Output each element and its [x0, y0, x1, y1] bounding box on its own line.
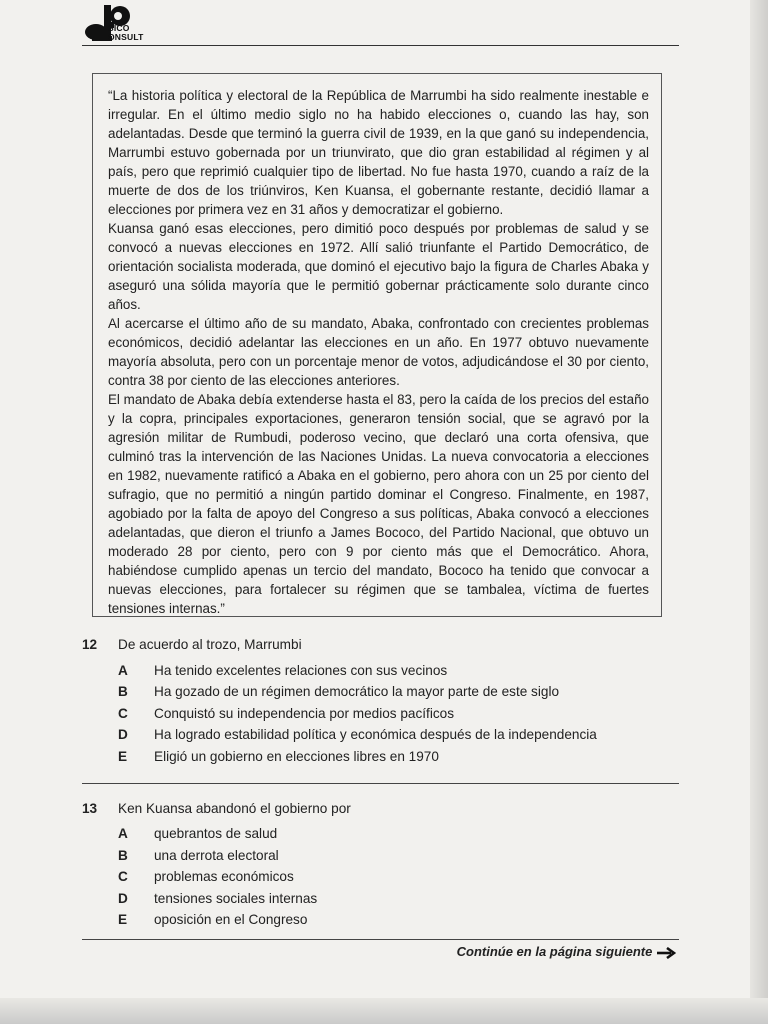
passage-paragraph: “La historia política y electoral de la República de Marrumbi ha sido realmente inestable e irregular. En el último medio siglo no ha habido elecciones o, cuando las hay, son adelantadas. Desde que terminó la guerra civil de 1939, en la que ganó su independencia, Marrumbi estuvo gobernada por un triunvirato, que dio gran estabilidad al régimen y al país, pero que reprimió cualquier tipo de libertad. No fue hasta 1970, cuando a raíz de la muerte de dos de los triúnviros, Ken Kuansa, el gobernante restante, decidió llamar a elecciones por primera vez en 31 años y democratizar el gobierno. [108, 88, 649, 217]
option-text: Eligió un gobierno en elecciones libres en 1970 [154, 749, 439, 764]
page-edge-shadow [750, 0, 768, 1024]
reading-passage [108, 86, 649, 618]
header-divider [82, 45, 679, 46]
logo-text [108, 24, 144, 42]
option-letter: B [118, 848, 128, 863]
option-text: oposición en el Congreso [154, 912, 308, 927]
question-12 [82, 637, 682, 767]
logo-line-2: ONSULT [108, 32, 144, 42]
question-divider [82, 783, 679, 784]
option-text: Ha tenido excelentes relaciones con sus vecinos [154, 663, 448, 678]
passage-paragraph: Kuansa ganó esas elecciones, pero dimitió poco después por problemas de salud y se convocó a nuevas elecciones en 1972. Allí salió triunfante el Partido Democrático, de orientación socialista moderada, que dominó el ejecutivo bajo la figura de Charles Abaka y aseguró una sólida mayoría que le permitió gobernar prácticamente solo durante cinco años. [108, 221, 649, 312]
question-stem: Ken Kuansa abandonó el gobierno por [118, 801, 351, 816]
option-letter: E [118, 749, 128, 764]
option-text: quebrantos de salud [154, 826, 278, 841]
option-text: Conquistó su independencia por medios pacíficos [154, 706, 455, 721]
arrow-right-icon [656, 947, 676, 959]
option-letter: A [118, 663, 128, 678]
option-letter: D [118, 727, 128, 742]
passage-paragraph: El mandato de Abaka debía extenderse hasta el 83, pero la caída de los precios del estaño y la copra, principales exportaciones, generaron tensión social, que se agravó por la agresión militar de Rumbudi, poderoso vecino, que declaró una corta ofensiva, que culminó tras la intervención de las Naciones Unidas. La nueva convocatoria a elecciones en 1982, nuevamente ratificó a Abaka en el gobierno, pero ahora con un 25 por ciento del sufragio, que no permitió a ningún partido dominar el Congreso. Finalmente, en 1987, agobiado por la falta de apoyo del Congreso a sus políticas, Abaka convocó a elecciones adelantadas, que dieron el triunfo a James Bococo, del Partido Nacional, que obtuvo un moderado 28 por ciento, pero con 9 por ciento más que el Democrático. Ahora, habiéndose cumplido apenas un tercio del mandato, Bococo ha tenido que convocar a nuevas elecciones, para fortalecer su régimen que se tambalea, víctima de fuertes tensiones internas.” [108, 392, 649, 616]
option-text: una derrota electoral [154, 848, 279, 863]
option-letter: A [118, 826, 128, 841]
question-number: 12 [82, 637, 98, 652]
option-text: tensiones sociales internas [154, 891, 318, 906]
continue-next-page[interactable] [457, 944, 676, 959]
option-letter: B [118, 684, 128, 699]
page-bottom-shadow [0, 998, 768, 1024]
question-stem: De acuerdo al trozo, Marrumbi [118, 637, 302, 652]
option-text: Ha gozado de un régimen democrático la mayor parte de este siglo [154, 684, 560, 699]
option-text: Ha logrado estabilidad política y económica después de la independencia [154, 727, 597, 742]
option-text: problemas económicos [154, 869, 294, 884]
continue-label: Continúe en la página siguiente [456, 944, 653, 959]
option-letter: E [118, 912, 128, 927]
question-divider [82, 939, 679, 940]
question-13 [82, 801, 682, 931]
option-letter: C [118, 869, 128, 884]
option-letter: D [118, 891, 128, 906]
logo-line-1: SICO [108, 23, 130, 33]
passage-paragraph: Al acercarse el último año de su mandato, Abaka, confrontado con crecientes problemas económicos, decidió adelantar las elecciones en un año. En 1977 obtuvo nuevamente mayoría absoluta, pero con un porcentaje menor de votos, adjudicándose el 30 por ciento, contra 38 por ciento de las elecciones anteriores. [108, 316, 649, 388]
question-number: 13 [82, 801, 98, 816]
option-letter: C [118, 706, 128, 721]
